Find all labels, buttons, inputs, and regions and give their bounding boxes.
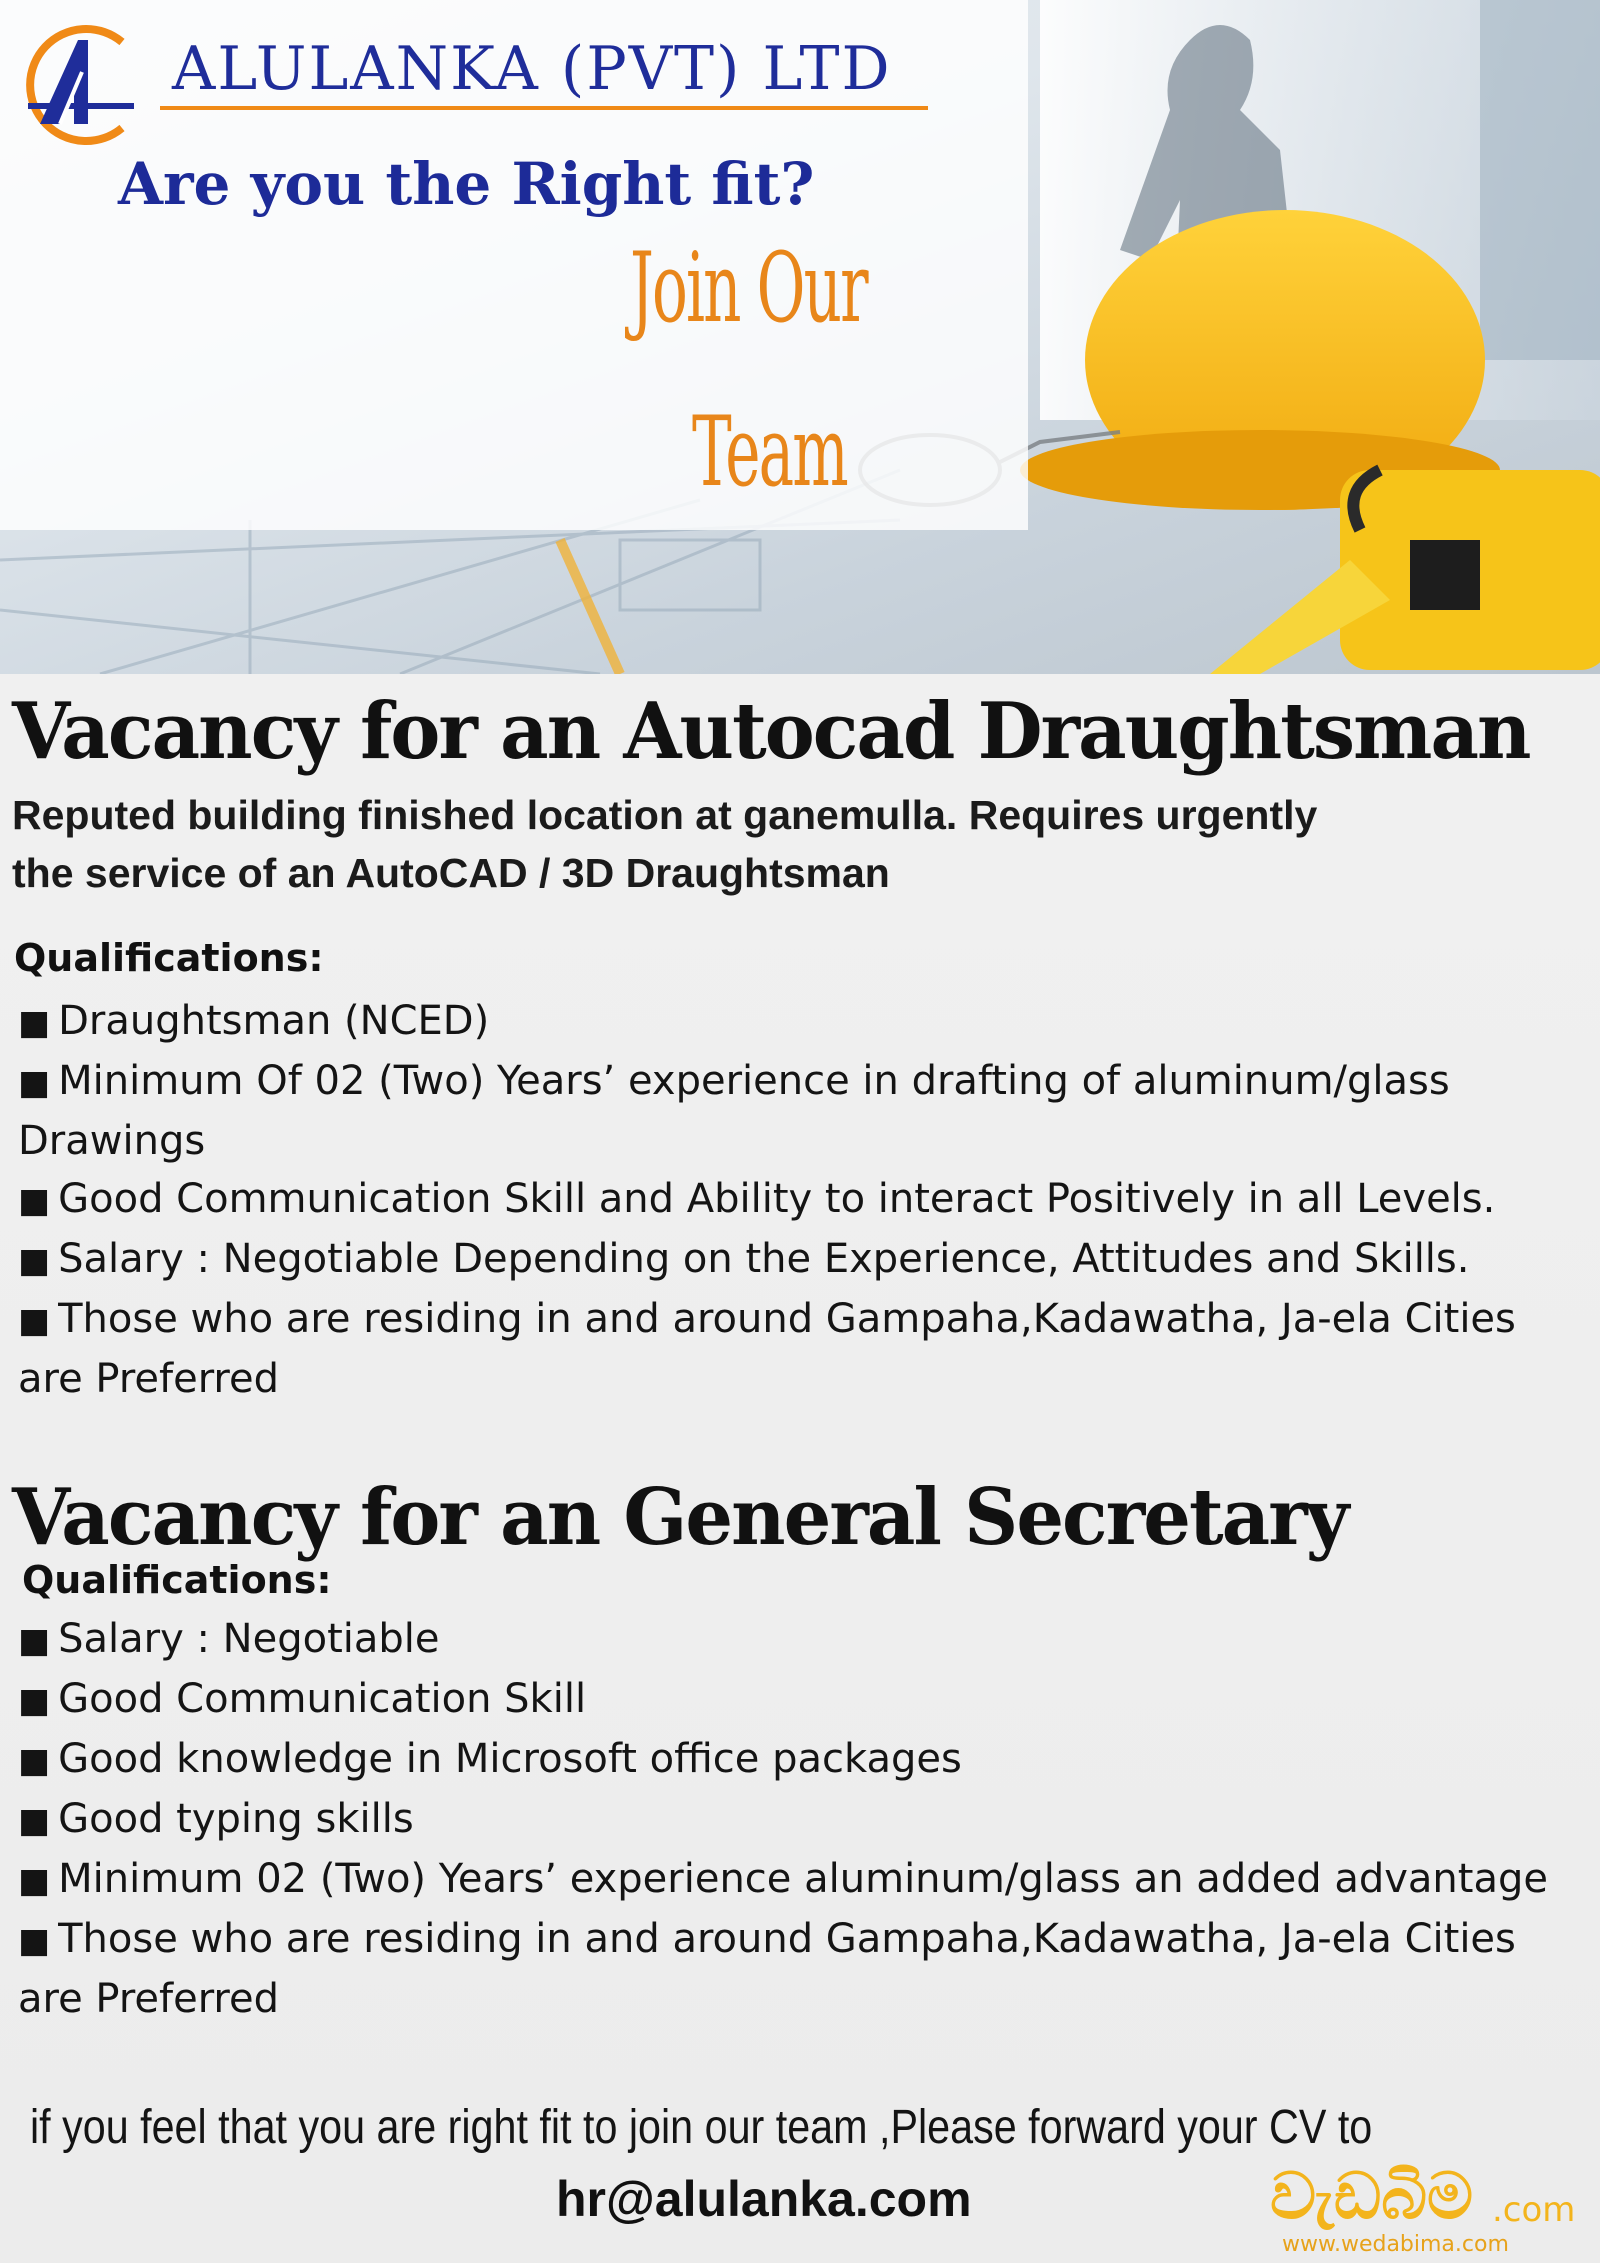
list-item: ■ Those who are residing in and around Gampaha,Kadawatha, Ja-ela Cities are Preferred (18, 1916, 1516, 2022)
list-item: ■ Draughtsman (NCED) (18, 998, 490, 1044)
bullet-icon: ■ (18, 1801, 51, 1841)
bullet-icon: ■ (18, 1921, 51, 1961)
intro-line: the service of an AutoCAD / 3D Draughtsman (12, 850, 890, 896)
qualifications-list-secretary (18, 1610, 1588, 2028)
contact-email[interactable]: hr@alulanka.com (556, 2171, 972, 2227)
alulanka-logo-icon (12, 20, 142, 150)
vacancy-intro (12, 786, 1592, 902)
bullet-icon: ■ (18, 1861, 51, 1901)
bullet-icon: ■ (18, 1621, 51, 1661)
company-name: ALULANKA (PVT) LTD (172, 34, 892, 104)
bullet-icon: ■ (18, 1741, 51, 1781)
list-item: ■ Those who are residing in and around Gampaha,Kadawatha, Ja-ela Cities are Preferred (18, 1296, 1516, 1402)
qualifications-heading: Qualifications: (14, 936, 324, 980)
vacancy-title-draughtsman: Vacancy for an Autocad Draughtsman (12, 686, 1530, 777)
bullet-icon: ■ (18, 1181, 51, 1221)
bullet-icon: ■ (18, 1681, 51, 1721)
qualifications-heading: Qualifications: (22, 1558, 332, 1602)
bullet-icon: ■ (18, 1241, 51, 1281)
list-item: ■ Good typing skills (18, 1796, 414, 1842)
hero-banner (0, 0, 1600, 674)
team-text: Team (692, 396, 847, 508)
company-underline (160, 106, 928, 110)
qualifications-list-draughtsman (18, 992, 1588, 1408)
bullet-icon: ■ (18, 1063, 51, 1103)
tagline: Are you the Right fit? (118, 150, 815, 218)
cv-instruction: if you feel that you are right fit to join our team ,Please forward your CV to (30, 2101, 1373, 2154)
vacancy-title-secretary: Vacancy for an General Secretary (12, 1472, 1348, 1563)
watermark-name: වැඩබිම (1270, 2160, 1474, 2234)
bullet-icon: ■ (18, 1003, 51, 1043)
list-item: ■ Salary : Negotiable Depending on the Experience, Attitudes and Skills. (18, 1236, 1470, 1282)
watermark-url: www.wedabima.com (1282, 2232, 1509, 2257)
list-item: ■ Minimum 02 (Two) Years’ experience aluminum/glass an added advantage (18, 1856, 1548, 1902)
list-item: ■ Minimum Of 02 (Two) Years’ experience in drafting of aluminum/glass Drawings (18, 1058, 1450, 1164)
watermark-domain: .com (1492, 2190, 1576, 2230)
bullet-icon: ■ (18, 1301, 51, 1341)
intro-line: Reputed building finished location at ganemulla. Requires urgently (12, 792, 1318, 838)
list-item: ■ Good Communication Skill (18, 1676, 587, 1722)
wedabima-watermark (1270, 2160, 1590, 2260)
list-item: ■ Salary : Negotiable (18, 1616, 440, 1662)
join-our-text: Join Our (630, 232, 867, 344)
list-item: ■ Good Communication Skill and Ability to interact Positively in all Levels. (18, 1176, 1496, 1222)
list-item: ■ Good knowledge in Microsoft office packages (18, 1736, 962, 1782)
